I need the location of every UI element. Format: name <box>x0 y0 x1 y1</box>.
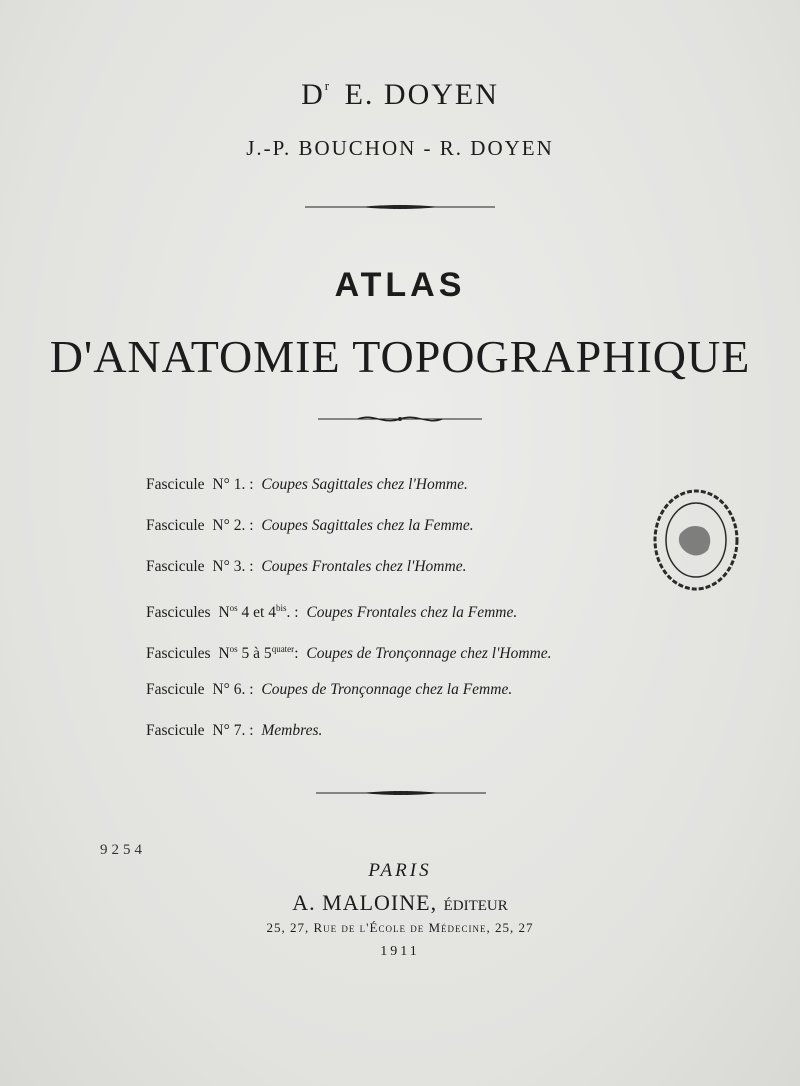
imprint-year: 1911 <box>380 944 420 959</box>
number-sup: os <box>229 603 238 613</box>
fascicule-label: Fascicules <box>146 604 211 622</box>
fascicule-number: N° 2. : <box>212 517 254 534</box>
fascicule-label: Fascicules <box>146 645 211 663</box>
coauthors: J.-P. BOUCHON - R. DOYEN <box>246 136 554 160</box>
fascicule-number: N° 6. : <box>212 681 254 698</box>
title-line-1: ATLAS <box>334 266 466 304</box>
author <box>0 78 800 112</box>
fascicule-description: Coupes Sagittales chez la Femme. <box>261 517 474 534</box>
fascicule-description: Coupes de Tronçonnage chez la Femme. <box>261 681 513 698</box>
author-name: E. DOYEN <box>344 78 499 111</box>
number-sup-2: quater <box>271 644 295 654</box>
number-prefix: N <box>218 604 230 622</box>
fascicule-number: N° 1. : <box>212 476 254 493</box>
publisher-name: A. MALOINE, <box>292 890 438 915</box>
fascicule-label: Fascicule <box>146 517 205 534</box>
imprint-address: 25, 27, Rue de l'École de Médecine, 25, 27 <box>266 920 534 935</box>
author-suffix: r <box>324 78 332 93</box>
number-sup-2: bis <box>275 603 287 613</box>
catalog-number: 9254 <box>100 842 146 858</box>
ornament-rule-middle <box>318 413 482 425</box>
imprint-publisher <box>0 890 800 916</box>
imprint-city: PARIS <box>368 860 432 881</box>
fascicule-label: Fascicule <box>146 722 205 739</box>
fascicule-number <box>218 604 298 621</box>
fascicule-label: Fascicule <box>146 476 205 493</box>
title-line-2: D'ANATOMIE TOPOGRAPHIQUE <box>49 331 751 382</box>
number-mid: 5 à 5 <box>237 645 272 663</box>
fascicule-item <box>146 679 746 720</box>
publisher-role: ÉDITEUR <box>443 898 508 914</box>
fascicule-number <box>218 645 298 662</box>
library-stamp <box>650 486 742 594</box>
fascicule-description: Membres. <box>261 722 323 739</box>
fascicule-item <box>146 638 746 679</box>
fascicule-number: N° 3. : <box>212 558 254 575</box>
fascicule-description: Coupes Sagittales chez l'Homme. <box>261 476 468 493</box>
fascicule-description: Coupes Frontales chez l'Homme. <box>261 558 467 575</box>
fascicule-label: Fascicule <box>146 681 205 698</box>
fascicule-item <box>146 720 746 761</box>
fascicule-item <box>146 597 746 638</box>
fascicule-number: N° 7. : <box>212 722 254 739</box>
fascicule-description: Coupes de Tronçonnage chez l'Homme. <box>306 645 552 663</box>
fascicule-description: Coupes Frontales chez la Femme. <box>306 604 518 622</box>
author-prefix: D <box>301 78 325 111</box>
number-post: : <box>294 645 299 663</box>
number-prefix: N <box>218 645 230 663</box>
ornament-rule-top <box>305 202 495 212</box>
number-sup: os <box>229 644 238 654</box>
fascicule-label: Fascicule <box>146 558 205 575</box>
number-post: . : <box>286 604 299 622</box>
ornament-rule-bottom <box>316 788 486 798</box>
number-mid: 4 et 4 <box>237 604 276 622</box>
